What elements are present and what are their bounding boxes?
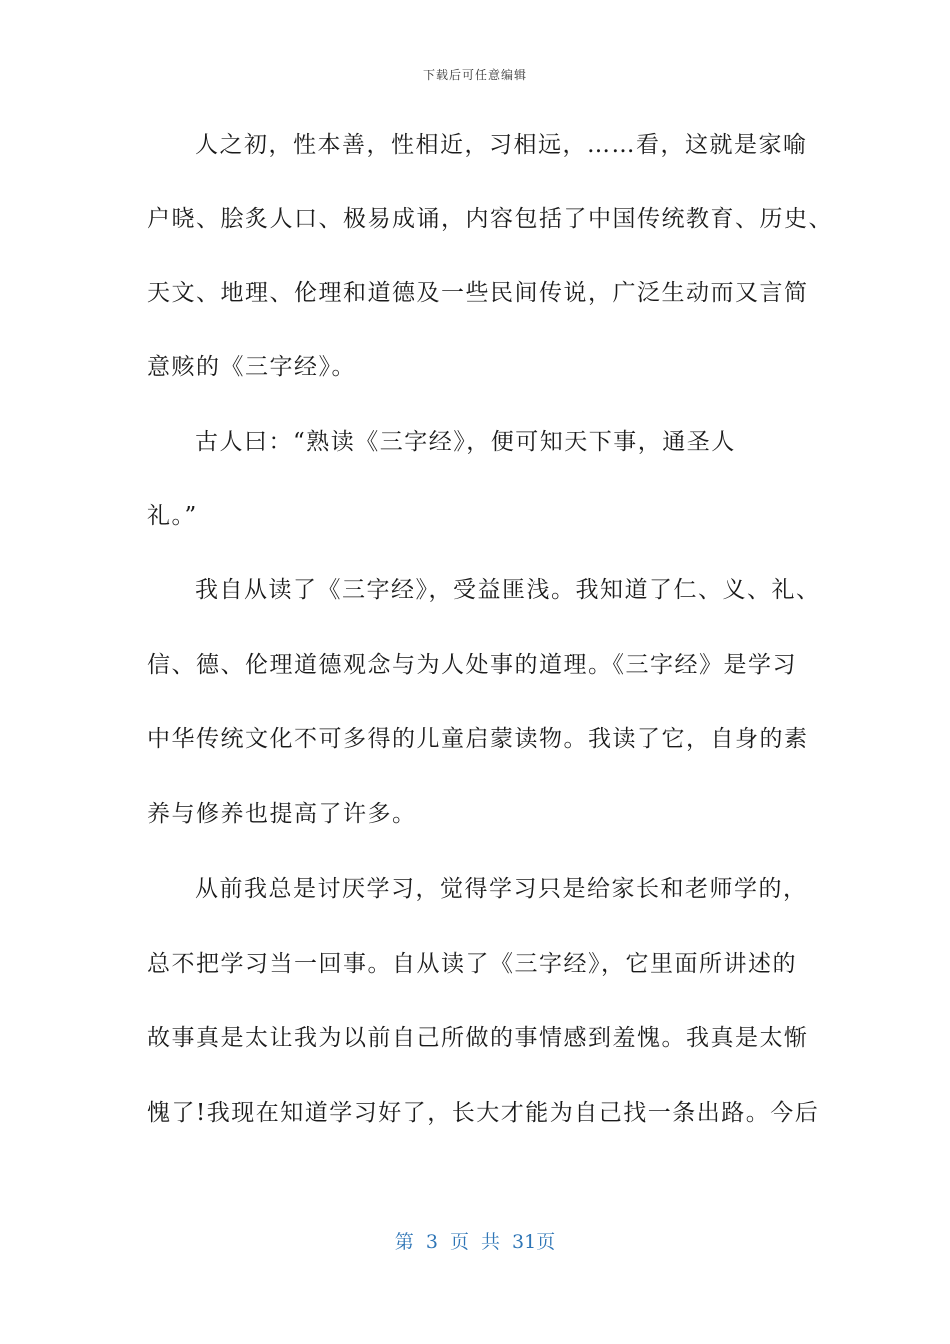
paragraph-3-line-1: 我自从读了《三字经》，受益匪浅。我知道了仁、义、礼、 [195, 577, 821, 603]
paragraph-2-line-2: 礼。” [147, 503, 198, 529]
paragraph-1-line-4: 意赅的《三字经》。 [147, 354, 356, 380]
page-number-footer: 第 3 页 共 31页 [394, 1231, 556, 1253]
paragraph-1-line-1: 人之初，性本善，性相近，习相远，……看，这就是家喻 [195, 132, 808, 158]
paragraph-4-line-2: 总不把学习当一回事。自从读了《三字经》，它里面所讲述的 [147, 951, 797, 977]
paragraph-3-line-4: 养与修养也提高了许多。 [147, 801, 417, 827]
paragraph-3-line-3: 中华传统文化不可多得的儿童启蒙读物。我读了它，自身的素 [147, 726, 809, 752]
paragraph-1-line-2: 户晓、脍炙人口、极易成诵，内容包括了中国传统教育、历史、 [147, 206, 833, 232]
paragraph-3-line-2: 信、德、伦理道德观念与为人处事的道理。《三字经》是学习 [147, 652, 797, 678]
paragraph-2-line-1: 古人曰：“熟读《三字经》，便可知天下事，通圣人 [195, 429, 736, 455]
paragraph-1-line-3: 天文、地理、伦理和道德及一些民间传说，广泛生动而又言简 [147, 280, 809, 306]
page-header-note: 下载后可任意编辑 [422, 68, 527, 82]
paragraph-4-line-3: 故事真是太让我为以前自己所做的事情感到羞愧。我真是太惭 [147, 1025, 809, 1051]
paragraph-4-line-4: 愧了!我现在知道学习好了，长大才能为自己找一条出路。今后 [147, 1100, 820, 1126]
paragraph-4-line-1: 从前我总是讨厌学习，觉得学习只是给家长和老师学的， [195, 876, 808, 902]
